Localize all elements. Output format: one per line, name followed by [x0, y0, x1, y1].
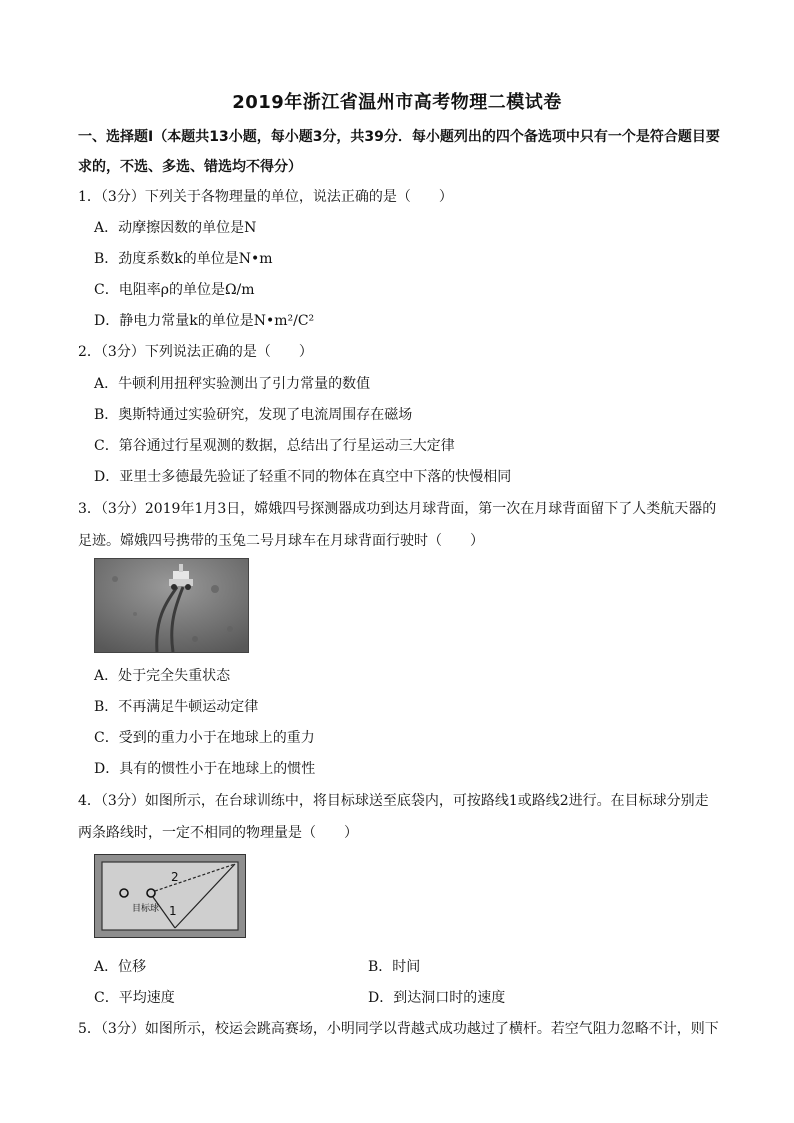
route-1-label: 1 — [169, 904, 177, 918]
question-3-option-b: B．不再满足牛顿运动定律 — [94, 699, 259, 715]
question-4-option-a: A．位移 — [94, 959, 147, 975]
question-3-option-d: D．具有的惯性小于在地球上的惯性 — [94, 761, 316, 777]
question-4-option-c: C．平均速度 — [94, 990, 175, 1006]
page-title: 2019年浙江省温州市高考物理二模试卷 — [232, 92, 562, 113]
question-2-option-b: B．奥斯特通过实验研究，发现了电流周围存在磁场 — [94, 407, 413, 423]
question-3-stem-line2: 足迹。嫦娥四号携带的玉兔二号月球车在月球背面行驶时（ ） — [78, 533, 484, 549]
question-4-option-b: B．时间 — [368, 959, 421, 975]
billiard-table-figure — [94, 854, 246, 938]
question-2-option-d: D．亚里士多德最先验证了轻重不同的物体在真空中下落的快慢相同 — [94, 469, 512, 485]
route-2-label: 2 — [171, 870, 179, 884]
question-3-option-a: A．处于完全失重状态 — [94, 668, 231, 684]
lunar-rover-photo — [94, 558, 249, 653]
question-2-option-a: A．牛顿利用扭秤实验测出了引力常量的数值 — [94, 376, 371, 392]
question-1-option-d: D．静电力常量k的单位是N•m²/C² — [94, 313, 315, 329]
question-1-stem: 1．（3分）下列关于各物理量的单位，说法正确的是（ ） — [78, 189, 453, 205]
question-3-option-c: C．受到的重力小于在地球上的重力 — [94, 730, 315, 746]
lunar-surface-image — [95, 559, 248, 652]
question-1-option-a: A．动摩擦因数的单位是N — [94, 220, 257, 236]
section-heading: 一、选择题Ⅰ（本题共13小题，每小题3分，共39分．每小题列出的四个备选项中只有一个是符合题目要求的，不选、多选、错选均不得分） — [78, 129, 720, 175]
question-1-option-b: B．劲度系数k的单位是N•m — [94, 251, 273, 267]
question-4-stem-line2: 两条路线时，一定不相同的物理量是（ ） — [78, 825, 358, 841]
question-3-stem-line1: 3．（3分）2019年1月3日，嫦娥四号探测器成功到达月球背面，第一次在月球背面留下了人类航天器的 — [78, 501, 717, 517]
question-5-stem-line1: 5．（3分）如图所示，校运会跳高赛场，小明同学以背越式成功越过了横杆。若空气阻力忽略不计，则下 — [78, 1021, 719, 1037]
question-2-option-c: C．第谷通过行星观测的数据，总结出了行星运动三大定律 — [94, 438, 455, 454]
question-4-option-d: D．到达洞口时的速度 — [368, 990, 506, 1006]
question-1-option-c: C．电阻率ρ的单位是Ω/m — [94, 282, 255, 298]
question-4-stem-line1: 4．（3分）如图所示，在台球训练中，将目标球送至底袋内，可按路线1或路线2进行。在目标球分别走 — [78, 793, 709, 809]
billiard-diagram — [95, 855, 245, 937]
target-ball-label: 目标球 — [132, 904, 160, 914]
question-2-stem: 2．（3分）下列说法正确的是（ ） — [78, 344, 313, 360]
